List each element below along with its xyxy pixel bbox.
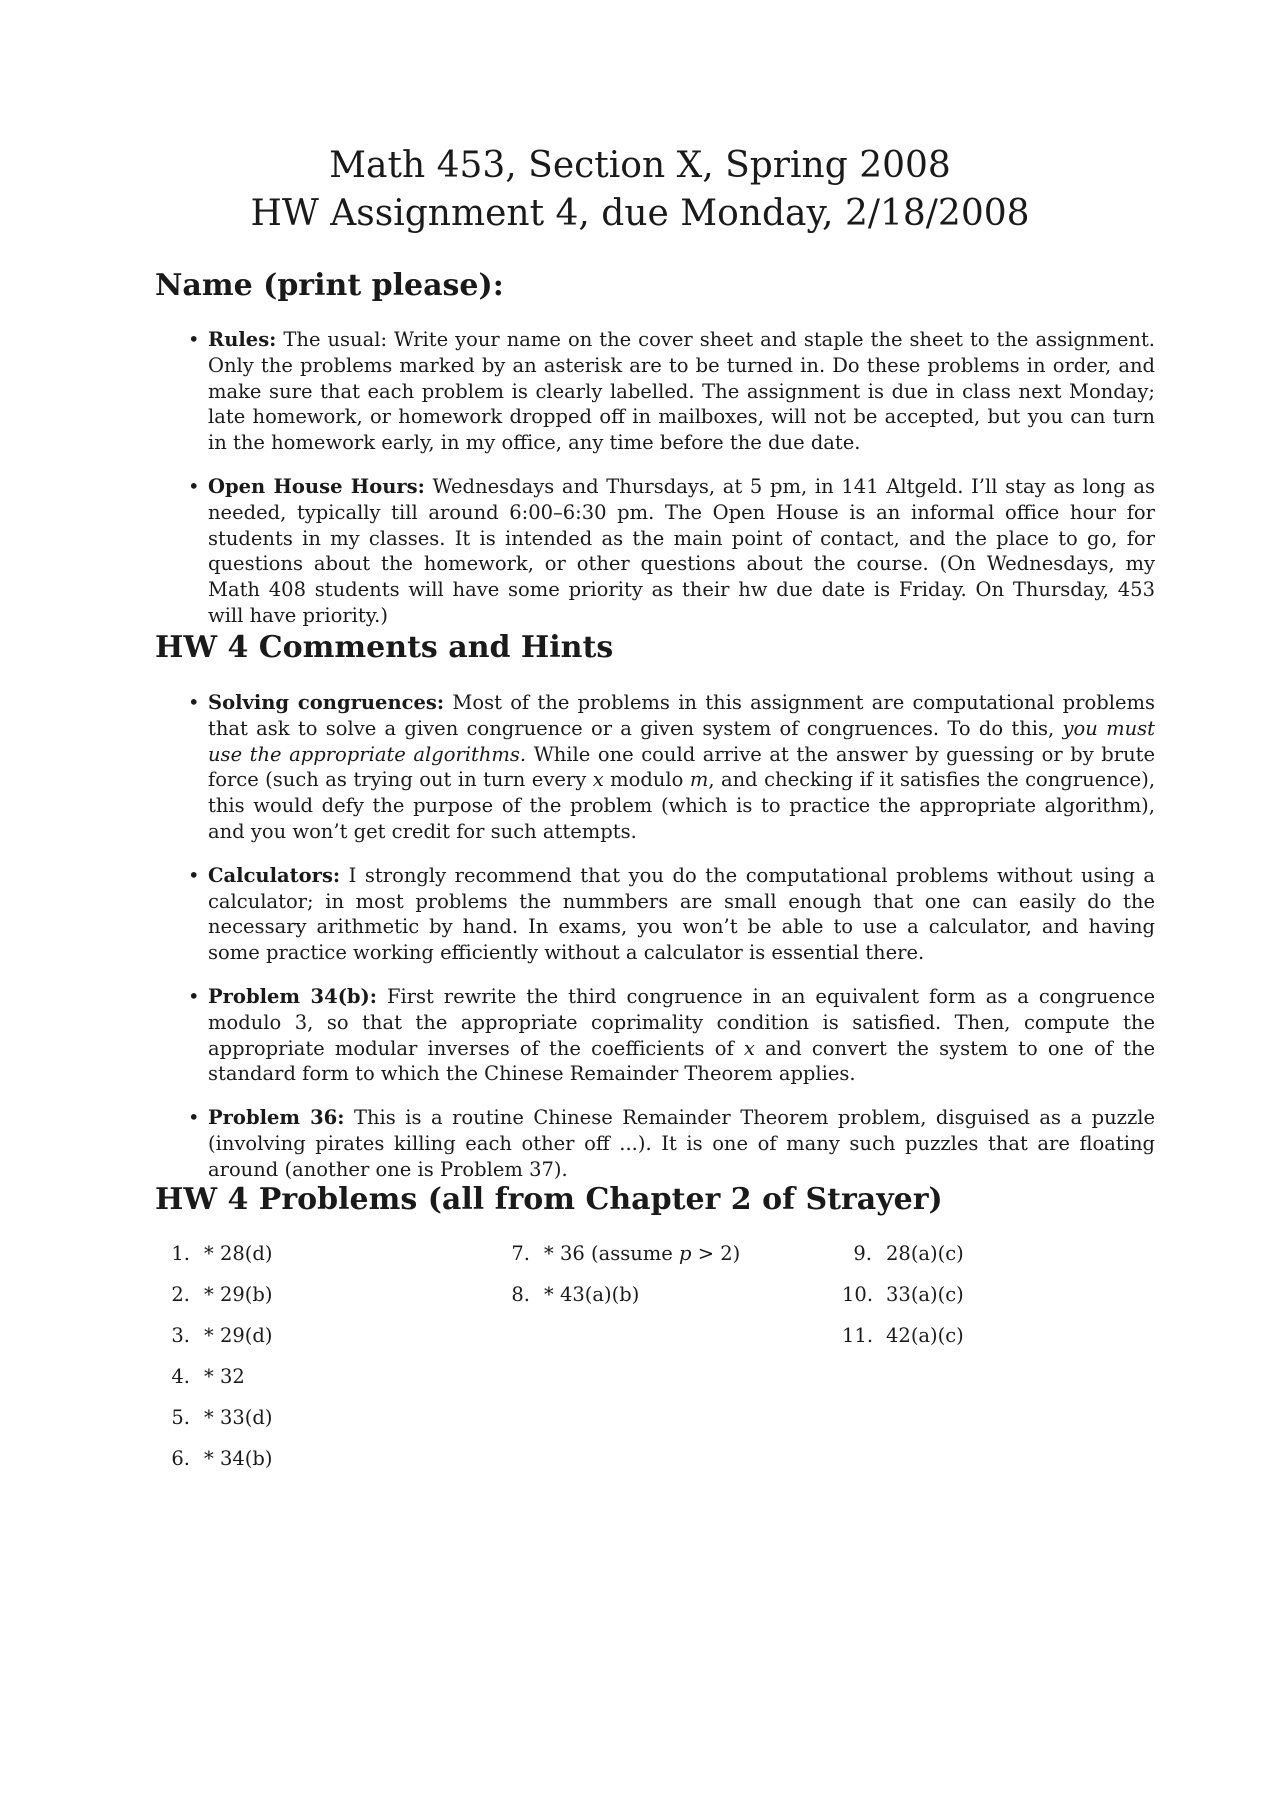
problem-text: 33(a)(c) [886, 1283, 964, 1306]
document-title [0, 142, 1280, 238]
problem-number: 1. [171, 1242, 190, 1265]
comments-bullet-list [155, 690, 1155, 1201]
solving-text-1: Most of the problems in this assignment are computational problems that ask to solve a given congruence or a given system of congruences. To do this, [208, 691, 1155, 740]
open-house-text: Wednesdays and Thursdays, at 5 pm, in 141 Altgeld. I’ll stay as long as needed, typically till around 6:00–6:30 pm. The Open House is an informal office hour for students in my classes. It is intended as the main point of contact, and the place to go, for questions about the homework, or other questions about the course. (On Wednesdays, my Math 408 students will have some priority as their hw due date is Friday. On Thursday, 453 will have priority.) [208, 474, 1155, 627]
variable-x: x [743, 1036, 755, 1060]
problem-34b-label: Problem 34(b): [208, 984, 377, 1008]
rules-text: The usual: Write your name on the cover sheet and staple the sheet to the assignment. Only the problems marked by an asterisk are to be turned in. Do these problems in order, and make sure that each problem is clearly labelled. The assignment is due in class next Monday; late homework, or homework dropped off in mailboxes, will not be accepted, but you can turn in the homework early, in my office, any time before the due date. [208, 328, 1155, 455]
problem-number: 7. [511, 1242, 530, 1265]
problem-column-2 [500, 1241, 740, 1323]
problem-36-text: This is a routine Chinese Remainder Theorem problem, disguised as a puzzle (involving pirates killing each other off ...). It is one of many such puzzles that are floating around (another one is Problem 37). [208, 1106, 1156, 1181]
problem-item [160, 1364, 272, 1405]
problem-number: 9. [853, 1242, 872, 1265]
problem-number: 11. [842, 1324, 874, 1347]
solving-congruences-label: Solving congruences: [208, 691, 445, 714]
bullet-dot: • [188, 328, 200, 351]
problem-7-text-1: * 36 (assume [544, 1242, 673, 1265]
problem-number: 2. [171, 1283, 190, 1306]
solving-text-4: , and checking if it satisfies the congruence), this would defy the purpose of the problem (which is to practice the appropriate algorithm), and you won’t get credit for such attempts. [208, 768, 1156, 843]
problem-text: * 43(a)(b) [544, 1283, 640, 1306]
rules-label: Rules: [208, 328, 277, 351]
bullet-dot: • [188, 863, 200, 887]
open-house-label: Open House Hours: [208, 474, 425, 498]
problem-column-1 [160, 1241, 272, 1487]
problem-7-text-2: > 2) [697, 1242, 741, 1265]
open-house-bullet [155, 474, 1155, 629]
problem-item [842, 1323, 964, 1364]
problem-number: 5. [171, 1406, 190, 1429]
bullet-dot: • [188, 1106, 200, 1130]
solving-text-3: modulo [610, 768, 684, 792]
problem-34b-text-1: First rewrite the third congruence in an equivalent form as a congruence modulo 3, so that the appropriate coprimality condition is satisfied. Then, compute the appropriate modular inverses of the coefficients of [208, 984, 1155, 1060]
intro-bullet-list [155, 327, 1155, 647]
problem-number: 3. [171, 1324, 190, 1347]
problem-item [500, 1282, 740, 1323]
solving-emphasis: you must use the appropriate algorithms. [208, 716, 1155, 766]
problem-text [530, 1242, 740, 1265]
variable-m: m [689, 768, 709, 792]
problem-text: * 29(d) [204, 1324, 273, 1347]
problem-number: 6. [171, 1447, 190, 1470]
problem-item [160, 1241, 272, 1282]
problem-text: 28(a)(c) [886, 1242, 964, 1265]
problem-column-3 [842, 1241, 964, 1364]
problem-item [160, 1405, 272, 1446]
title-assignment: HW Assignment 4, due Monday, 2/18/2008 [250, 193, 1030, 234]
rules-bullet [155, 327, 1155, 456]
problem-36-bullet [155, 1105, 1155, 1182]
problem-item [160, 1282, 272, 1323]
bullet-dot: • [188, 691, 200, 714]
problem-text: * 28(d) [204, 1242, 273, 1265]
bullet-dot: • [188, 474, 200, 498]
problem-text: * 32 [204, 1365, 245, 1388]
solving-congruences-bullet [155, 690, 1155, 845]
name-heading: Name (print please): [155, 268, 504, 303]
bullet-dot: • [188, 984, 200, 1008]
problem-34b-text-2: and convert the system to one of the standard form to which the Chinese Remainder Theorem applies. [208, 1036, 1156, 1086]
variable-x: x [592, 768, 604, 792]
problem-item [160, 1323, 272, 1364]
calculators-text: I strongly recommend that you do the computational problems without using a calculator; in most problems the nummbers are small enough that one can easily do the necessary arithmetic by hand. In exams, you won’t be able to use a calculator, and having some practice working efficiently without a calculator is essential there. [208, 863, 1156, 965]
problem-item [500, 1241, 740, 1282]
problem-34b-bullet [155, 984, 1155, 1087]
title-course: Math 453, Section X, Spring 2008 [329, 145, 951, 186]
calculators-label: Calculators: [208, 863, 341, 887]
problem-number: 10. [842, 1283, 874, 1306]
problems-heading: HW 4 Problems (all from Chapter 2 of Strayer) [155, 1182, 943, 1217]
calculators-bullet [155, 863, 1155, 966]
problem-text: * 29(b) [204, 1283, 273, 1306]
solving-text-2: While one could arrive at the answer by guessing or by brute force (such as trying out in turn every [208, 742, 1156, 792]
problem-36-label: Problem 36: [208, 1106, 345, 1130]
problem-item [842, 1282, 964, 1323]
problem-number: 8. [511, 1283, 530, 1306]
problem-text: * 34(b) [204, 1447, 273, 1470]
problem-number: 4. [171, 1365, 190, 1388]
variable-p: p [679, 1242, 692, 1265]
problem-text: * 33(d) [204, 1406, 273, 1429]
problem-item [160, 1446, 272, 1487]
problem-text: 42(a)(c) [886, 1324, 964, 1347]
problem-item [842, 1241, 964, 1282]
comments-heading: HW 4 Comments and Hints [155, 630, 614, 665]
